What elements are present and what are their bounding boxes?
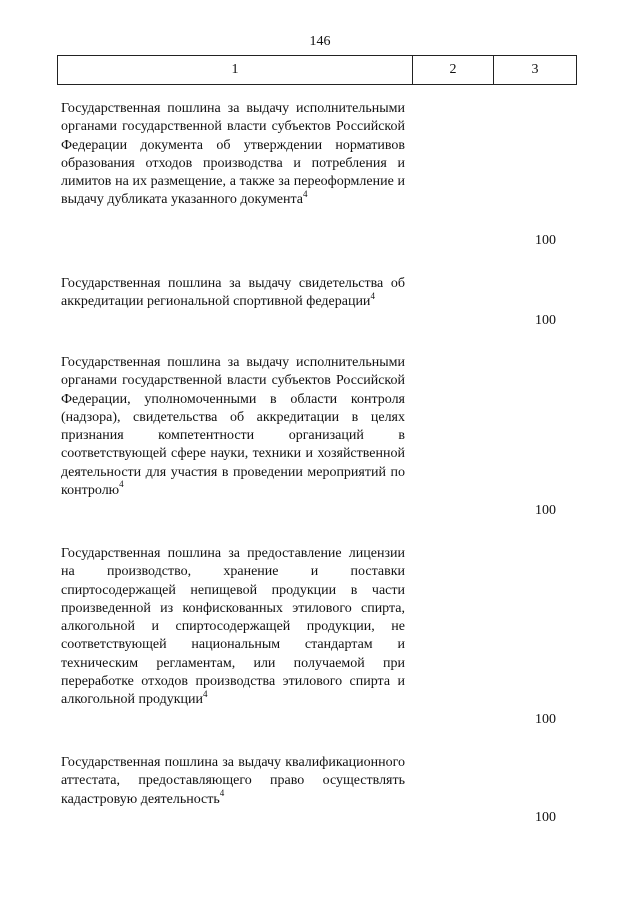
header-col-3: 3 [531, 62, 539, 77]
fee-description: Государственная пошлина за выдачу свидетельства об аккредитации региональной спортивной федерации$^4$ [61, 276, 405, 310]
fee-description: Государственная пошлина за выдачу исполнительными органами государственной власти субъектов Российской Федерации, уполномоченными в области контроля (надзора), свидетельства об аккредитации в целях признания компетентности организаций в соответствующей сфере науки, техники и хозяйственной деятельности для участия в проведении мероприятий по контролю$^4$ [61, 355, 405, 499]
footnote-mark: 4 [202, 688, 208, 699]
fee-description: Государственная пошлина за выдачу квалификационного аттестата, предоставляющего право осуществлять кадастровую деятельность$^4$ [61, 755, 405, 807]
header-col-2: 2 [413, 56, 494, 84]
table-header [57, 55, 577, 85]
fee-amount: 100 [535, 712, 556, 727]
fee-amount: 100 [535, 313, 556, 328]
fee-entry [61, 545, 405, 710]
footnote-mark: 4 [370, 290, 375, 301]
header-col-1: 1 [58, 56, 413, 84]
fee-amount: 100 [535, 503, 556, 518]
fee-entry [61, 354, 405, 500]
fee-entry [61, 754, 405, 809]
footnote-mark: 4 [303, 188, 308, 199]
footnote-mark: 4 [219, 787, 225, 798]
fee-description: Государственная пошлина за предоставление лицензии на производство, хранение и поставки спиртосодержащей непищевой продукции в части произведенной из конфискованных этилового спирта, алкогольной и спиртосодержащей продукции, не соответствующей национальным стандартам и техническим регламентам, или получаемой при переработке отходов производства этилового спирта и алкогольной продукции$^4$ [61, 546, 405, 708]
fee-amount: 100 [535, 810, 556, 825]
fee-entry [61, 275, 405, 312]
page-number: 146 [309, 34, 331, 49]
fee-description: Государственная пошлина за выдачу исполнительными органами государственной власти субъектов Российской Федерации документа об утверждении нормативов образования отходов производства и потребления и лимитов на их размещение, а также за переоформление и выдачу дубликата указанного документа$^4$ [61, 101, 405, 208]
fee-amount: 100 [535, 233, 556, 248]
fee-entry [61, 100, 405, 210]
footnote-mark: 4 [119, 479, 124, 490]
